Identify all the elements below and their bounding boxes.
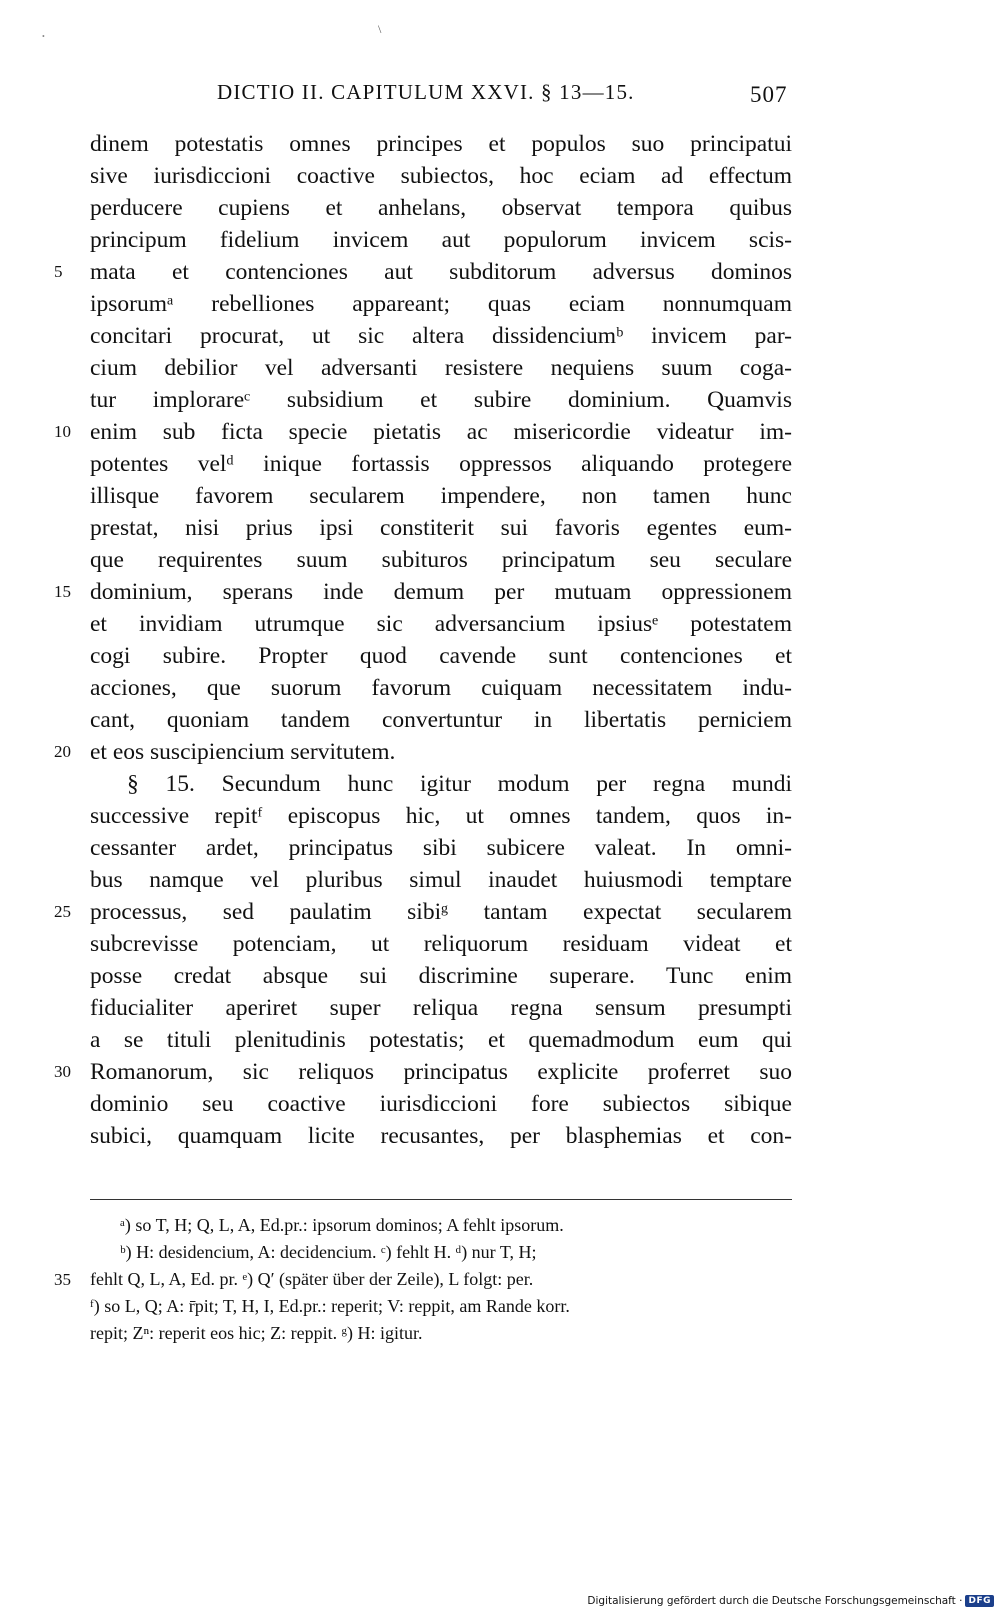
text-line: cant, quoniam tandem convertuntur in libertatis perniciem	[90, 707, 792, 733]
footnote-line: ᶠ) so L, Q; A: r̄pit; T, H, I, Ed.pr.: reperit; V: reppit, am Rande korr.	[90, 1296, 570, 1316]
text-line: cessanter ardet, principatus sibi subicere valeat. In omni-	[90, 835, 792, 861]
footnote-line: fehlt Q, L, A, Ed. pr. ᵉ) Q′ (später über der Zeile), L folgt: per.	[90, 1269, 534, 1289]
text-line: bus namque vel pluribus simul inaudet huiusmodi temptare	[90, 867, 792, 893]
credit-text: Digitalisierung gefördert durch die Deutsche Forschungsgemeinschaft ·	[587, 1595, 963, 1607]
text-line: et invidiam utrumque sic adversancium ipsiusᵉ potestatem	[90, 611, 792, 637]
text-line: que requirentes suum subituros principatum seu seculare	[90, 547, 792, 573]
text-line: sive iurisdiccioni coactive subiectos, hoc eciam ad effectum	[90, 163, 792, 189]
text-line: successive repitᶠ episcopus hic, ut omnes tandem, quos in-	[90, 803, 792, 829]
text-line: subcrevisse potenciam, ut reliquorum residuam videat et	[90, 931, 792, 957]
text-line: mata et contenciones aut subditorum adversus dominos	[90, 259, 792, 285]
footnote-line: ᵇ) H: desidencium, A: decidencium. ᶜ) fehlt H. ᵈ) nur T, H;	[120, 1242, 537, 1262]
text-line: potentes velᵈ inique fortassis oppressos aliquando protegere	[90, 451, 792, 477]
text-line: posse credat absque sui discrimine superare. Tunc enim	[90, 963, 792, 989]
text-line: concitari procurat, ut sic altera dissidenciumᵇ invicem par-	[90, 323, 792, 349]
text-line: fiducialiter aperiret super reliqua regna sensum presumpti	[90, 995, 792, 1021]
text-line: cogi subire. Propter quod cavende sunt contenciones et	[90, 643, 792, 669]
line-number: 25	[54, 902, 71, 921]
text-line: et eos suscipiencium servitutem.	[90, 739, 396, 765]
line-number: 5	[54, 262, 63, 281]
text-line: illisque favorem secularem impendere, non tamen hunc	[90, 483, 792, 509]
text-line: a se tituli plenitudinis potestatis; et quemadmodum eum qui	[90, 1027, 792, 1053]
margin-mark-left: •	[42, 32, 45, 41]
text-line: enim sub ficta specie pietatis ac misericordie videatur im-	[90, 419, 792, 445]
running-head: DICTIO II. CAPITULUM XXVI. § 13—15.	[217, 80, 635, 104]
page-header	[0, 76, 1000, 116]
text-line: acciones, que suorum favorum cuiquam necessitatem indu-	[90, 675, 792, 701]
line-number: 15	[54, 582, 71, 601]
footnote-divider	[90, 1199, 792, 1200]
text-line: ipsorumᵃ rebelliones appareant; quas eciam nonnumquam	[90, 291, 792, 317]
text-line: tur implorareᶜ subsidium et subire dominium. Quamvis	[90, 387, 792, 413]
footnote-line: ᵃ) so T, H; Q, L, A, Ed.pr.: ipsorum dominos; A fehlt ipsorum.	[120, 1215, 564, 1235]
dfg-logo: DFG	[965, 1595, 994, 1607]
section-heading-line: § 15. Secundum hunc igitur modum per regna mundi	[127, 771, 792, 797]
line-number: 20	[54, 742, 71, 761]
footnote-line: repit; Zⁿ: reperit eos hic; Z: reppit. ᵍ) H: igitur.	[90, 1323, 423, 1343]
digitization-credit	[587, 1592, 994, 1610]
text-line: dominium, sperans inde demum per mutuam oppressionem	[90, 579, 792, 605]
text-line: dinem potestatis omnes principes et populos suo principatui	[90, 131, 792, 157]
text-line: Romanorum, sic reliquos principatus explicite proferret suo	[90, 1059, 792, 1085]
text-line: prestat, nisi prius ipsi constiterit sui favoris egentes eum-	[90, 515, 792, 541]
page-number: 507	[750, 82, 788, 107]
line-number: 10	[54, 422, 71, 441]
text-line: perducere cupiens et anhelans, observat tempora quibus	[90, 195, 792, 221]
text-line: principum fidelium invicem aut populorum invicem scis-	[90, 227, 792, 253]
text-line: cium debilior vel adversanti resistere nequiens suum coga-	[90, 355, 792, 381]
text-line: subici, quamquam licite recusantes, per blasphemias et con-	[90, 1123, 792, 1149]
text-line: dominio seu coactive iurisdiccioni fore subiectos sibique	[90, 1091, 792, 1117]
line-number: 30	[54, 1062, 71, 1081]
margin-mark-top: \	[378, 22, 382, 36]
line-number: 35	[54, 1270, 71, 1289]
text-line: processus, sed paulatim sibiᵍ tantam expectat secularem	[90, 899, 792, 925]
